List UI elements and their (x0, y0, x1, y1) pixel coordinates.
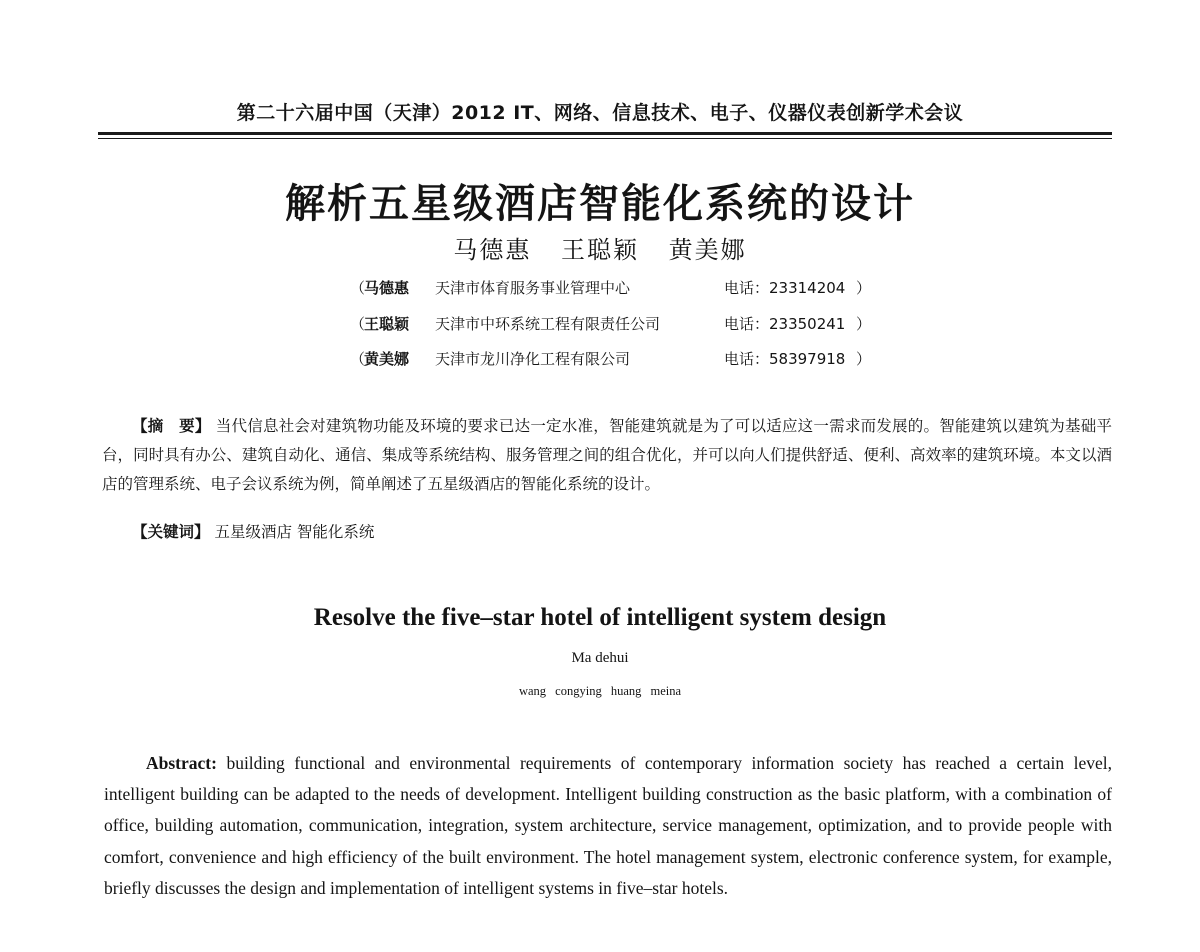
paper-title-english: Resolve the five–star hotel of intelligent system design (313, 604, 887, 631)
affiliation-open-bracket: （ (350, 279, 366, 297)
affiliation-close-bracket: ） (856, 315, 872, 333)
keywords-chinese-text: 五星级酒店 智能化系统 (214, 523, 375, 541)
abstract-chinese (102, 412, 1112, 499)
header-rule-thin (98, 138, 1112, 139)
authors-english-secondary: wang congying huang meina (518, 684, 682, 698)
affiliation-author-name: 王聪颖 (364, 315, 410, 333)
abstract-chinese-label: 【摘 要】 (132, 417, 211, 435)
author-english-primary: Ma dehui (571, 650, 629, 666)
affiliation-close-bracket: ） (856, 350, 872, 368)
affiliation-open-bracket: （ (350, 350, 366, 368)
abstract-english (104, 748, 1112, 904)
abstract-english-label: Abstract: (146, 753, 217, 773)
keywords-chinese (132, 520, 374, 542)
affiliation-phone: 电话：58397918 (724, 350, 846, 368)
affiliation-author-name: 马德惠 (364, 279, 410, 297)
authors-chinese: 马德惠 王聪颖 黄美娜 (453, 236, 747, 264)
affiliation-author-name: 黄美娜 (364, 350, 410, 368)
affiliation-phone: 电话：23350241 (724, 315, 846, 333)
abstract-english-text: building functional and environmental requirements of contemporary information society has reached a certain level, intelligent building can be adapted to the needs of development. Intelligent building construction as the basic platform, with a combination of office, building automation, communication, integration, system architecture, service management, optimization, and to provide people with comfort, convenience and high efficiency of the built environment. The hotel management system, electronic conference system, for example, briefly discusses the design and implementation of intelligent systems in five–star hotels. (104, 753, 1113, 898)
affiliation-organization: 天津市龙川净化工程有限公司 (435, 350, 631, 368)
paper-title-chinese: 解析五星级酒店智能化系统的设计 (285, 181, 915, 227)
affiliation-open-bracket: （ (350, 315, 366, 333)
affiliation-organization: 天津市中环系统工程有限责任公司 (435, 315, 661, 333)
keywords-chinese-label: 【关键词】 (132, 523, 210, 541)
header-rule-thick (98, 132, 1112, 135)
abstract-chinese-text: 当代信息社会对建筑物功能及环境的要求已达一定水准，智能建筑就是为了可以适应这一需求而发展的。智能建筑以建筑为基础平台，同时具有办公、建筑自动化、通信、集成等系统结构、服务管理之间的组合优化，并可以向人们提供舒适、便利、高效率的建筑环境。本文以酒店的管理系统、电子会议系统为例，简单阐述了五星级酒店的智能化系统的设计。 (102, 417, 1112, 493)
affiliation-organization: 天津市体育服务事业管理中心 (435, 279, 631, 297)
conference-header: 第二十六届中国（天津）2012 IT、网络、信息技术、电子、仪器仪表创新学术会议 (236, 102, 964, 124)
affiliation-close-bracket: ） (856, 279, 872, 297)
affiliation-phone: 电话：23314204 (724, 279, 846, 297)
